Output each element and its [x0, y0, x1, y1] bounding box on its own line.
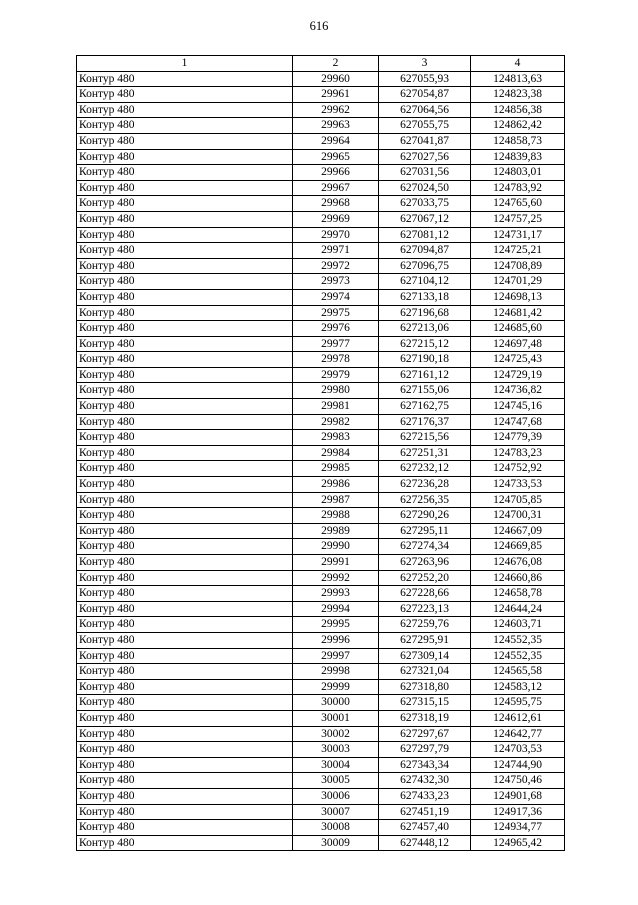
point-number-cell: 29991 — [293, 555, 379, 571]
y-coordinate-cell: 124823,38 — [471, 87, 565, 103]
y-coordinate-cell: 124552,35 — [471, 632, 565, 648]
y-coordinate-cell: 124901,68 — [471, 788, 565, 804]
point-number-cell: 29986 — [293, 477, 379, 493]
x-coordinate-cell: 627096,75 — [379, 258, 471, 274]
contour-name-cell: Контур 480 — [77, 726, 293, 742]
table-row — [77, 352, 565, 368]
table-header-row — [77, 56, 565, 72]
x-coordinate-cell: 627256,35 — [379, 492, 471, 508]
y-coordinate-cell: 124803,01 — [471, 165, 565, 181]
table-row — [77, 742, 565, 758]
x-coordinate-cell: 627290,26 — [379, 508, 471, 524]
x-coordinate-cell: 627315,15 — [379, 695, 471, 711]
contour-name-cell: Контур 480 — [77, 648, 293, 664]
x-coordinate-cell: 627228,66 — [379, 586, 471, 602]
x-coordinate-cell: 627295,11 — [379, 523, 471, 539]
contour-name-cell: Контур 480 — [77, 258, 293, 274]
table-row — [77, 508, 565, 524]
point-number-cell: 30009 — [293, 835, 379, 851]
y-coordinate-cell: 124858,73 — [471, 133, 565, 149]
table-row — [77, 243, 565, 259]
point-number-cell: 29989 — [293, 523, 379, 539]
contour-name-cell: Контур 480 — [77, 710, 293, 726]
contour-name-cell: Контур 480 — [77, 461, 293, 477]
y-coordinate-cell: 124595,75 — [471, 695, 565, 711]
contour-name-cell: Контур 480 — [77, 664, 293, 680]
x-coordinate-cell: 627318,80 — [379, 679, 471, 695]
x-coordinate-cell: 627055,75 — [379, 118, 471, 134]
contour-name-cell: Контур 480 — [77, 555, 293, 571]
x-coordinate-cell: 627196,68 — [379, 305, 471, 321]
x-coordinate-cell: 627297,79 — [379, 742, 471, 758]
contour-name-cell: Контур 480 — [77, 742, 293, 758]
contour-name-cell: Контур 480 — [77, 773, 293, 789]
table-row — [77, 149, 565, 165]
contour-name-cell: Контур 480 — [77, 492, 293, 508]
y-coordinate-cell: 124965,42 — [471, 835, 565, 851]
table-row — [77, 477, 565, 493]
table-row — [77, 586, 565, 602]
table-row — [77, 555, 565, 571]
table-row — [77, 289, 565, 305]
y-coordinate-cell: 124705,85 — [471, 492, 565, 508]
contour-name-cell: Контур 480 — [77, 788, 293, 804]
table-row — [77, 570, 565, 586]
table-row — [77, 710, 565, 726]
y-coordinate-cell: 124658,78 — [471, 586, 565, 602]
y-coordinate-cell: 124745,16 — [471, 399, 565, 415]
point-number-cell: 29975 — [293, 305, 379, 321]
contour-name-cell: Контур 480 — [77, 274, 293, 290]
contour-name-cell: Контур 480 — [77, 367, 293, 383]
point-number-cell: 30000 — [293, 695, 379, 711]
x-coordinate-cell: 627263,96 — [379, 555, 471, 571]
x-coordinate-cell: 627133,18 — [379, 289, 471, 305]
x-coordinate-cell: 627190,18 — [379, 352, 471, 368]
point-number-cell: 29979 — [293, 367, 379, 383]
point-number-cell: 29998 — [293, 664, 379, 680]
table-row — [77, 820, 565, 836]
x-coordinate-cell: 627081,12 — [379, 227, 471, 243]
contour-name-cell: Контур 480 — [77, 679, 293, 695]
x-coordinate-cell: 627232,12 — [379, 461, 471, 477]
column-header: 4 — [471, 56, 565, 72]
y-coordinate-cell: 124565,58 — [471, 664, 565, 680]
table-row — [77, 695, 565, 711]
x-coordinate-cell: 627161,12 — [379, 367, 471, 383]
point-number-cell: 30007 — [293, 804, 379, 820]
point-number-cell: 30004 — [293, 757, 379, 773]
table-row — [77, 632, 565, 648]
x-coordinate-cell: 627259,76 — [379, 617, 471, 633]
table-row — [77, 227, 565, 243]
page-number: 616 — [309, 19, 329, 33]
point-number-cell: 29967 — [293, 180, 379, 196]
y-coordinate-cell: 124612,61 — [471, 710, 565, 726]
y-coordinate-cell: 124725,21 — [471, 243, 565, 259]
y-coordinate-cell: 124839,83 — [471, 149, 565, 165]
y-coordinate-cell: 124750,46 — [471, 773, 565, 789]
contour-name-cell: Контур 480 — [77, 149, 293, 165]
contour-name-cell: Контур 480 — [77, 71, 293, 87]
y-coordinate-cell: 124733,53 — [471, 477, 565, 493]
table-row — [77, 523, 565, 539]
y-coordinate-cell: 124917,36 — [471, 804, 565, 820]
point-number-cell: 29996 — [293, 632, 379, 648]
column-header: 3 — [379, 56, 471, 72]
contour-name-cell: Контур 480 — [77, 305, 293, 321]
y-coordinate-cell: 124747,68 — [471, 414, 565, 430]
contour-name-cell: Контур 480 — [77, 211, 293, 227]
y-coordinate-cell: 124583,12 — [471, 679, 565, 695]
coordinates-table — [76, 55, 565, 851]
x-coordinate-cell: 627033,75 — [379, 196, 471, 212]
table-row — [77, 804, 565, 820]
y-coordinate-cell: 124667,09 — [471, 523, 565, 539]
x-coordinate-cell: 627155,06 — [379, 383, 471, 399]
point-number-cell: 29977 — [293, 336, 379, 352]
point-number-cell: 29964 — [293, 133, 379, 149]
y-coordinate-cell: 124813,63 — [471, 71, 565, 87]
point-number-cell: 29969 — [293, 211, 379, 227]
y-coordinate-cell: 124644,24 — [471, 601, 565, 617]
y-coordinate-cell: 124729,19 — [471, 367, 565, 383]
point-number-cell: 30008 — [293, 820, 379, 836]
point-number-cell: 30003 — [293, 742, 379, 758]
point-number-cell: 29995 — [293, 617, 379, 633]
table-row — [77, 726, 565, 742]
contour-name-cell: Контур 480 — [77, 227, 293, 243]
table-row — [77, 399, 565, 415]
contour-name-cell: Контур 480 — [77, 804, 293, 820]
y-coordinate-cell: 124783,23 — [471, 445, 565, 461]
point-number-cell: 29981 — [293, 399, 379, 415]
point-number-cell: 29976 — [293, 321, 379, 337]
contour-name-cell: Контур 480 — [77, 601, 293, 617]
x-coordinate-cell: 627067,12 — [379, 211, 471, 227]
table-row — [77, 133, 565, 149]
point-number-cell: 29962 — [293, 102, 379, 118]
table-row — [77, 180, 565, 196]
table-row — [77, 835, 565, 851]
point-number-cell: 30005 — [293, 773, 379, 789]
x-coordinate-cell: 627094,87 — [379, 243, 471, 259]
table-row — [77, 757, 565, 773]
column-header: 2 — [293, 56, 379, 72]
table-row — [77, 414, 565, 430]
contour-name-cell: Контур 480 — [77, 523, 293, 539]
y-coordinate-cell: 124676,08 — [471, 555, 565, 571]
point-number-cell: 29999 — [293, 679, 379, 695]
point-number-cell: 29971 — [293, 243, 379, 259]
x-coordinate-cell: 627451,19 — [379, 804, 471, 820]
contour-name-cell: Контур 480 — [77, 695, 293, 711]
y-coordinate-cell: 124934,77 — [471, 820, 565, 836]
y-coordinate-cell: 124603,71 — [471, 617, 565, 633]
x-coordinate-cell: 627321,04 — [379, 664, 471, 680]
x-coordinate-cell: 627055,93 — [379, 71, 471, 87]
contour-name-cell: Контур 480 — [77, 617, 293, 633]
contour-name-cell: Контур 480 — [77, 757, 293, 773]
point-number-cell: 29988 — [293, 508, 379, 524]
x-coordinate-cell: 627041,87 — [379, 133, 471, 149]
table-row — [77, 321, 565, 337]
table-row — [77, 461, 565, 477]
x-coordinate-cell: 627104,12 — [379, 274, 471, 290]
x-coordinate-cell: 627309,14 — [379, 648, 471, 664]
x-coordinate-cell: 627223,13 — [379, 601, 471, 617]
contour-name-cell: Контур 480 — [77, 102, 293, 118]
table-row — [77, 102, 565, 118]
table-body — [77, 71, 565, 851]
table-row — [77, 679, 565, 695]
contour-name-cell: Контур 480 — [77, 820, 293, 836]
table-row — [77, 445, 565, 461]
point-number-cell: 29984 — [293, 445, 379, 461]
y-coordinate-cell: 124698,13 — [471, 289, 565, 305]
contour-name-cell: Контур 480 — [77, 477, 293, 493]
contour-name-cell: Контур 480 — [77, 414, 293, 430]
y-coordinate-cell: 124856,38 — [471, 102, 565, 118]
contour-name-cell: Контур 480 — [77, 539, 293, 555]
contour-name-cell: Контур 480 — [77, 835, 293, 851]
table-row — [77, 383, 565, 399]
y-coordinate-cell: 124783,92 — [471, 180, 565, 196]
y-coordinate-cell: 124697,48 — [471, 336, 565, 352]
point-number-cell: 29965 — [293, 149, 379, 165]
y-coordinate-cell: 124779,39 — [471, 430, 565, 446]
table-row — [77, 118, 565, 134]
contour-name-cell: Контур 480 — [77, 445, 293, 461]
point-number-cell: 29980 — [293, 383, 379, 399]
point-number-cell: 29970 — [293, 227, 379, 243]
x-coordinate-cell: 627024,50 — [379, 180, 471, 196]
x-coordinate-cell: 627252,20 — [379, 570, 471, 586]
y-coordinate-cell: 124862,42 — [471, 118, 565, 134]
table-row — [77, 87, 565, 103]
point-number-cell: 29961 — [293, 87, 379, 103]
point-number-cell: 29966 — [293, 165, 379, 181]
x-coordinate-cell: 627297,67 — [379, 726, 471, 742]
y-coordinate-cell: 124660,86 — [471, 570, 565, 586]
point-number-cell: 29983 — [293, 430, 379, 446]
table-row — [77, 664, 565, 680]
x-coordinate-cell: 627274,34 — [379, 539, 471, 555]
x-coordinate-cell: 627215,12 — [379, 336, 471, 352]
y-coordinate-cell: 124725,43 — [471, 352, 565, 368]
table-row — [77, 196, 565, 212]
contour-name-cell: Контур 480 — [77, 352, 293, 368]
contour-name-cell: Контур 480 — [77, 165, 293, 181]
table-row — [77, 617, 565, 633]
y-coordinate-cell: 124703,53 — [471, 742, 565, 758]
x-coordinate-cell: 627432,30 — [379, 773, 471, 789]
table-row — [77, 165, 565, 181]
point-number-cell: 29960 — [293, 71, 379, 87]
table-row — [77, 430, 565, 446]
contour-name-cell: Контур 480 — [77, 336, 293, 352]
contour-name-cell: Контур 480 — [77, 87, 293, 103]
x-coordinate-cell: 627054,87 — [379, 87, 471, 103]
point-number-cell: 29982 — [293, 414, 379, 430]
y-coordinate-cell: 124731,17 — [471, 227, 565, 243]
x-coordinate-cell: 627318,19 — [379, 710, 471, 726]
contour-name-cell: Контур 480 — [77, 430, 293, 446]
x-coordinate-cell: 627236,28 — [379, 477, 471, 493]
x-coordinate-cell: 627251,31 — [379, 445, 471, 461]
y-coordinate-cell: 124701,29 — [471, 274, 565, 290]
point-number-cell: 29974 — [293, 289, 379, 305]
table-row — [77, 258, 565, 274]
y-coordinate-cell: 124757,25 — [471, 211, 565, 227]
y-coordinate-cell: 124765,60 — [471, 196, 565, 212]
table-row — [77, 773, 565, 789]
contour-name-cell: Контур 480 — [77, 180, 293, 196]
y-coordinate-cell: 124681,42 — [471, 305, 565, 321]
y-coordinate-cell: 124552,35 — [471, 648, 565, 664]
contour-name-cell: Контур 480 — [77, 632, 293, 648]
table-row — [77, 274, 565, 290]
x-coordinate-cell: 627215,56 — [379, 430, 471, 446]
contour-name-cell: Контур 480 — [77, 243, 293, 259]
x-coordinate-cell: 627457,40 — [379, 820, 471, 836]
point-number-cell: 29994 — [293, 601, 379, 617]
contour-name-cell: Контур 480 — [77, 289, 293, 305]
y-coordinate-cell: 124642,77 — [471, 726, 565, 742]
table-row — [77, 788, 565, 804]
point-number-cell: 30002 — [293, 726, 379, 742]
contour-name-cell: Контур 480 — [77, 118, 293, 134]
contour-name-cell: Контур 480 — [77, 196, 293, 212]
contour-name-cell: Контур 480 — [77, 399, 293, 415]
y-coordinate-cell: 124685,60 — [471, 321, 565, 337]
x-coordinate-cell: 627295,91 — [379, 632, 471, 648]
table-row — [77, 492, 565, 508]
point-number-cell: 30001 — [293, 710, 379, 726]
x-coordinate-cell: 627433,23 — [379, 788, 471, 804]
table-row — [77, 367, 565, 383]
contour-name-cell: Контур 480 — [77, 133, 293, 149]
x-coordinate-cell: 627064,56 — [379, 102, 471, 118]
contour-name-cell: Контур 480 — [77, 586, 293, 602]
contour-name-cell: Контур 480 — [77, 383, 293, 399]
table-row — [77, 71, 565, 87]
y-coordinate-cell: 124700,31 — [471, 508, 565, 524]
contour-name-cell: Контур 480 — [77, 321, 293, 337]
x-coordinate-cell: 627031,56 — [379, 165, 471, 181]
point-number-cell: 29963 — [293, 118, 379, 134]
contour-name-cell: Контур 480 — [77, 570, 293, 586]
point-number-cell: 30006 — [293, 788, 379, 804]
y-coordinate-cell: 124744,90 — [471, 757, 565, 773]
table-row — [77, 539, 565, 555]
column-header: 1 — [77, 56, 293, 72]
table-row — [77, 648, 565, 664]
point-number-cell: 29973 — [293, 274, 379, 290]
table-row — [77, 305, 565, 321]
point-number-cell: 29990 — [293, 539, 379, 555]
point-number-cell: 29968 — [293, 196, 379, 212]
table-row — [77, 336, 565, 352]
x-coordinate-cell: 627448,12 — [379, 835, 471, 851]
table-row — [77, 211, 565, 227]
point-number-cell: 29985 — [293, 461, 379, 477]
x-coordinate-cell: 627176,37 — [379, 414, 471, 430]
x-coordinate-cell: 627162,75 — [379, 399, 471, 415]
x-coordinate-cell: 627343,34 — [379, 757, 471, 773]
point-number-cell: 29978 — [293, 352, 379, 368]
point-number-cell: 29992 — [293, 570, 379, 586]
x-coordinate-cell: 627213,06 — [379, 321, 471, 337]
contour-name-cell: Контур 480 — [77, 508, 293, 524]
y-coordinate-cell: 124669,85 — [471, 539, 565, 555]
point-number-cell: 29972 — [293, 258, 379, 274]
point-number-cell: 29997 — [293, 648, 379, 664]
y-coordinate-cell: 124752,92 — [471, 461, 565, 477]
point-number-cell: 29993 — [293, 586, 379, 602]
table-row — [77, 601, 565, 617]
y-coordinate-cell: 124708,89 — [471, 258, 565, 274]
x-coordinate-cell: 627027,56 — [379, 149, 471, 165]
y-coordinate-cell: 124736,82 — [471, 383, 565, 399]
point-number-cell: 29987 — [293, 492, 379, 508]
